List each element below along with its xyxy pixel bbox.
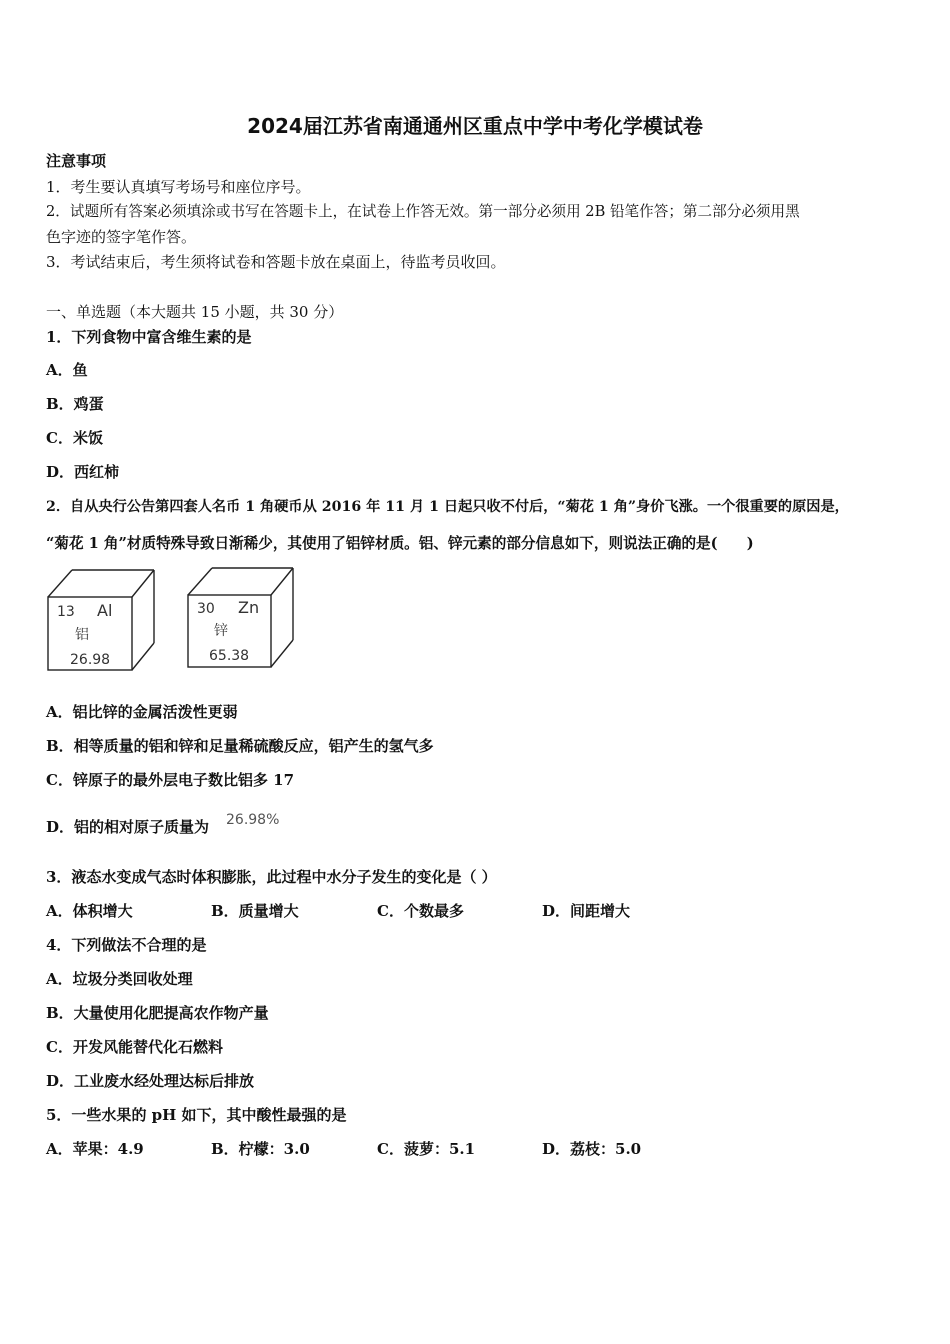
question-1-option-b: B．鸡蛋 [46,395,104,413]
element-zn-mass: 65.38 [209,648,250,664]
element-zn-number: 30 [197,601,215,617]
question-3-option-c: C．个数最多 [377,902,464,920]
question-2-option-d: D．铝的相对原子质量为 [46,818,210,836]
question-5-option-c: C．菠萝：5.1 [377,1140,476,1158]
element-al-mass: 26.98 [70,652,111,668]
element-al-number: 13 [57,604,75,620]
question-4-option-d: D．工业废水经处理达标后排放 [46,1072,255,1090]
page-title: 2024届江苏省南通通州区重点中学中考化学模试卷 [247,114,703,138]
question-3-option-d: D．间距增大 [542,902,631,920]
notice-item-2: 2．试题所有答案必须填涂或书写在答题卡上，在试卷上作答无效。第一部分必须用 2B 铅笔作答；第二部分必须用黑 [46,203,800,220]
question-2-option-d-value: 26.98% [226,812,280,828]
question-2-option-a: A．铝比锌的金属活泼性更弱 [46,703,238,721]
element-al-symbol: Al [97,601,113,620]
question-1-stem: 1．下列食物中富含维生素的是 [46,328,252,346]
question-1-option-a: A．鱼 [46,361,88,379]
question-5-option-b: B．柠檬：3.0 [211,1140,310,1158]
element-zn-symbol: Zn [238,598,260,617]
section-heading: 一、单选题（本大题共 15 小题，共 30 分） [46,303,344,321]
notice-item-2-cont: 色字迹的签字笔作答。 [46,228,197,246]
notice-heading: 注意事项 [46,152,107,170]
question-3-option-a: A．体积增大 [46,902,133,920]
question-2-option-c: C．锌原子的最外层电子数比铝多 17 [46,771,295,789]
question-5-stem: 5．一些水果的 pH 如下，其中酸性最强的是 [46,1106,347,1124]
question-2-stem-cont: “菊花 1 角”材质特殊导致日渐稀少，其使用了铝锌材质。铝、锌元素的部分信息如下，则说法正确的是( ) [46,535,754,552]
question-3-option-b: B．质量增大 [211,902,299,920]
question-2-stem: 2．自从央行公告第四套人名币 1 角硬币从 2016 年 11 月 1 日起只收不付后，“菊花 1 角”身价飞涨。一个很重要的原因是， [46,499,849,515]
question-4-option-b: B．大量使用化肥提高农作物产量 [46,1004,269,1022]
question-5-option-a: A．苹果：4.9 [46,1140,144,1158]
element-al-name: 铝 [75,627,89,643]
notice-item-1: 1．考生要认真填写考场号和座位序号。 [46,178,311,196]
question-1-option-d: D．西红柿 [46,463,120,481]
question-2-option-b: B．相等质量的铝和锌和足量稀硫酸反应，铝产生的氢气多 [46,737,434,755]
question-3-stem: 3．液态水变成气态时体积膨胀，此过程中水分子发生的变化是（ ） [46,868,497,886]
element-zn-name: 锌 [214,623,228,639]
question-4-option-c: C．开发风能替代化石燃料 [46,1038,223,1056]
question-1-option-c: C．米饭 [46,429,103,447]
question-4-option-a: A．垃圾分类回收处理 [46,970,193,988]
question-5-option-d: D．荔枝：5.0 [542,1140,642,1158]
notice-item-3: 3．考试结束后，考生须将试卷和答题卡放在桌面上，待监考员收回。 [46,253,506,271]
question-4-stem: 4．下列做法不合理的是 [46,936,207,954]
